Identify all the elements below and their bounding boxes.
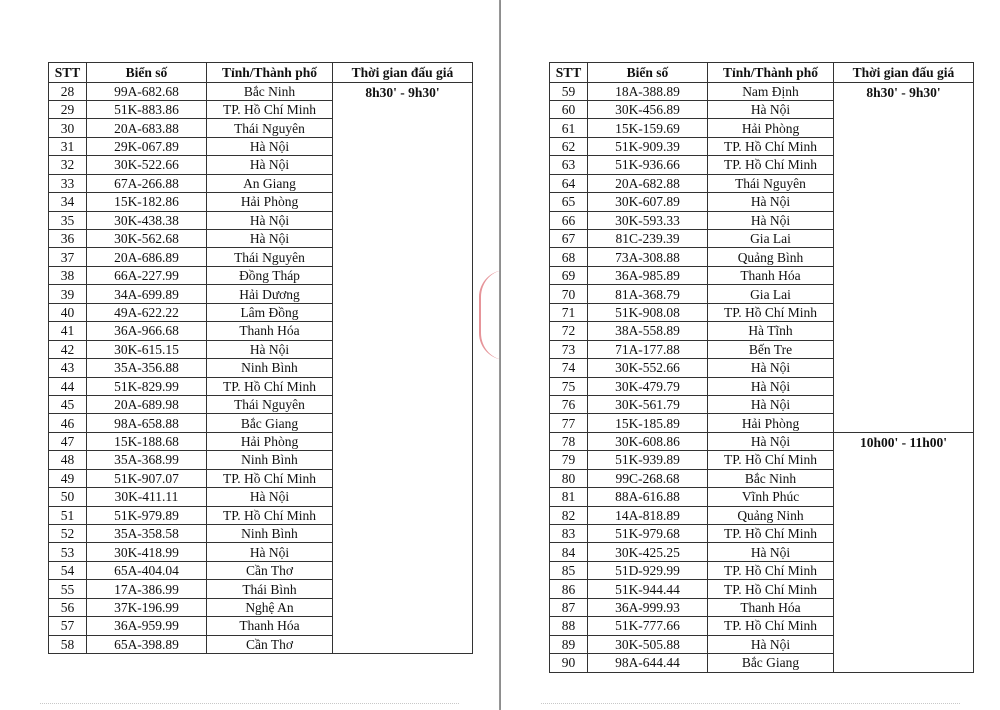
cell-plate: 15K-182.86 [87,193,207,211]
cell-auction-time [333,82,473,654]
cell-province: Hà Nội [708,543,834,561]
cell-plate: 30K-522.66 [87,156,207,174]
cell-plate: 71A-177.88 [588,340,708,358]
cell-plate: 51K-777.66 [588,617,708,635]
cell-province: Bắc Giang [708,654,834,672]
cell-plate: 51K-909.39 [588,137,708,155]
cell-province: Vĩnh Phúc [708,488,834,506]
cell-stt: 40 [49,303,87,321]
cell-province: TP. Hồ Chí Minh [708,617,834,635]
cell-stt: 84 [550,543,588,561]
cell-stt: 71 [550,303,588,321]
cell-province: Đồng Tháp [207,266,333,284]
cell-plate: 51K-829.99 [87,377,207,395]
cell-province: Thanh Hóa [207,617,333,635]
table-row [550,82,974,100]
cell-province: Hà Nội [708,359,834,377]
cell-province: Hà Nội [708,635,834,653]
cell-stt: 30 [49,119,87,137]
cell-province: Hà Nội [207,156,333,174]
cell-plate: 18A-388.89 [588,82,708,100]
cell-plate: 51K-944.44 [588,580,708,598]
table-body-left [49,82,473,654]
cell-province: Thái Bình [207,580,333,598]
cell-stt: 89 [550,635,588,653]
auction-time-label: 10h00' - 11h00' [859,434,948,450]
cell-stt: 39 [49,285,87,303]
cell-plate: 30K-479.79 [588,377,708,395]
cell-stt: 46 [49,414,87,432]
document-page-right [501,0,1000,710]
cell-plate: 30K-562.68 [87,230,207,248]
cell-province: Gia Lai [708,285,834,303]
cell-plate: 67A-266.88 [87,174,207,192]
header-stt: STT [550,63,588,83]
cell-auction-time [834,432,974,672]
cell-plate: 98A-658.88 [87,414,207,432]
cell-stt: 56 [49,598,87,616]
cell-plate: 36A-966.68 [87,322,207,340]
header-time: Thời gian đấu giá [333,63,473,83]
cell-province: Hà Nội [207,230,333,248]
cell-plate: 30K-425.25 [588,543,708,561]
cell-stt: 33 [49,174,87,192]
cell-stt: 79 [550,451,588,469]
cell-stt: 53 [49,543,87,561]
cell-plate: 51K-908.08 [588,303,708,321]
cell-province: Nghệ An [207,598,333,616]
cell-stt: 68 [550,248,588,266]
cell-province: Gia Lai [708,230,834,248]
cell-stt: 57 [49,617,87,635]
cell-stt: 38 [49,266,87,284]
cell-province: Lâm Đồng [207,303,333,321]
cell-province: TP. Hồ Chí Minh [708,303,834,321]
cell-province: Bắc Ninh [207,82,333,100]
cell-province: Thái Nguyên [207,248,333,266]
cell-stt: 67 [550,230,588,248]
cell-province: Thái Nguyên [207,119,333,137]
auction-time-label: 8h30' - 9h30' [365,84,440,100]
cell-stt: 45 [49,395,87,413]
cell-province: Bến Tre [708,340,834,358]
cell-province: TP. Hồ Chí Minh [207,100,333,118]
cell-province: Hà Nội [207,211,333,229]
cell-stt: 66 [550,211,588,229]
cell-stt: 73 [550,340,588,358]
cell-province: Thanh Hóa [708,598,834,616]
cell-stt: 80 [550,469,588,487]
cell-province: Hải Phòng [207,193,333,211]
cell-plate: 30K-438.38 [87,211,207,229]
cell-plate: 30K-552.66 [588,359,708,377]
cell-province: Thái Nguyên [708,174,834,192]
cell-stt: 88 [550,617,588,635]
cell-plate: 36A-959.99 [87,617,207,635]
table-row [550,432,974,450]
cell-stt: 60 [550,100,588,118]
cell-province: Hà Nội [708,193,834,211]
cell-stt: 65 [550,193,588,211]
cell-province: Bắc Ninh [708,469,834,487]
cell-province: Hà Nội [708,211,834,229]
cell-plate: 30K-411.11 [87,488,207,506]
cell-stt: 47 [49,432,87,450]
cell-plate: 30K-615.15 [87,340,207,358]
cell-stt: 69 [550,266,588,284]
cell-province: Ninh Bình [207,451,333,469]
cell-stt: 64 [550,174,588,192]
cell-stt: 55 [49,580,87,598]
cell-stt: 82 [550,506,588,524]
cell-stt: 29 [49,100,87,118]
cell-stt: 75 [550,377,588,395]
cell-plate: 29K-067.89 [87,137,207,155]
cell-plate: 15K-159.69 [588,119,708,137]
cell-province: Hà Nội [708,432,834,450]
cell-stt: 70 [550,285,588,303]
header-province: Tỉnh/Thành phố [708,63,834,83]
cell-province: TP. Hồ Chí Minh [708,156,834,174]
cell-province: Quảng Ninh [708,506,834,524]
cell-plate: 20A-683.88 [87,119,207,137]
cell-plate: 35A-358.58 [87,525,207,543]
cell-stt: 81 [550,488,588,506]
cell-plate: 20A-682.88 [588,174,708,192]
document-page-left [0,0,499,710]
cell-plate: 38A-558.89 [588,322,708,340]
cell-stt: 35 [49,211,87,229]
cell-plate: 66A-227.99 [87,266,207,284]
cell-plate: 30K-418.99 [87,543,207,561]
cell-plate: 49A-622.22 [87,303,207,321]
cell-stt: 61 [550,119,588,137]
cell-stt: 86 [550,580,588,598]
cell-plate: 99C-268.68 [588,469,708,487]
cell-stt: 85 [550,561,588,579]
cell-province: An Giang [207,174,333,192]
cell-province: Hà Nội [708,395,834,413]
cell-stt: 51 [49,506,87,524]
cell-plate: 73A-308.88 [588,248,708,266]
cell-plate: 98A-644.44 [588,654,708,672]
cell-province: Hà Nội [207,340,333,358]
header-plate: Biển số [87,63,207,83]
cell-plate: 30K-608.86 [588,432,708,450]
cell-province: Hà Nội [708,377,834,395]
cell-plate: 34A-699.89 [87,285,207,303]
auction-table-right [549,62,974,673]
cell-province: TP. Hồ Chí Minh [207,469,333,487]
cell-plate: 36A-985.89 [588,266,708,284]
cell-plate: 81C-239.39 [588,230,708,248]
page-footer [541,703,960,708]
cell-plate: 51K-936.66 [588,156,708,174]
cell-province: Hà Tĩnh [708,322,834,340]
cell-plate: 30K-456.89 [588,100,708,118]
cell-province: Thanh Hóa [708,266,834,284]
cell-plate: 51K-979.89 [87,506,207,524]
cell-stt: 78 [550,432,588,450]
cell-plate: 30K-593.33 [588,211,708,229]
cell-province: Hải Phòng [708,414,834,432]
cell-plate: 36A-999.93 [588,598,708,616]
cell-plate: 35A-368.99 [87,451,207,469]
header-province: Tỉnh/Thành phố [207,63,333,83]
cell-province: Hải Phòng [708,119,834,137]
cell-province: TP. Hồ Chí Minh [207,377,333,395]
cell-province: Hà Nội [207,543,333,561]
cell-stt: 90 [550,654,588,672]
cell-province: TP. Hồ Chí Minh [708,525,834,543]
cell-plate: 35A-356.88 [87,359,207,377]
cell-plate: 65A-404.04 [87,561,207,579]
cell-stt: 44 [49,377,87,395]
cell-province: TP. Hồ Chí Minh [708,561,834,579]
cell-province: Cần Thơ [207,561,333,579]
cell-province: Ninh Bình [207,359,333,377]
cell-stt: 52 [49,525,87,543]
cell-province: Ninh Bình [207,525,333,543]
cell-plate: 20A-686.89 [87,248,207,266]
cell-stt: 74 [550,359,588,377]
cell-stt: 48 [49,451,87,469]
cell-province: Quảng Bình [708,248,834,266]
cell-province: Hà Nội [207,488,333,506]
cell-auction-time [834,82,974,432]
cell-stt: 83 [550,525,588,543]
cell-stt: 63 [550,156,588,174]
cell-province: Hà Nội [708,100,834,118]
cell-stt: 87 [550,598,588,616]
cell-plate: 65A-398.89 [87,635,207,653]
cell-stt: 58 [49,635,87,653]
cell-plate: 51K-939.89 [588,451,708,469]
cell-plate: 20A-689.98 [87,395,207,413]
cell-plate: 15K-185.89 [588,414,708,432]
cell-stt: 32 [49,156,87,174]
header-stt: STT [49,63,87,83]
cell-province: Hà Nội [207,137,333,155]
cell-province: Hải Phòng [207,432,333,450]
cell-stt: 77 [550,414,588,432]
cell-province: Thái Nguyên [207,395,333,413]
cell-plate: 51K-979.68 [588,525,708,543]
cell-plate: 17A-386.99 [87,580,207,598]
cell-plate: 88A-616.88 [588,488,708,506]
cell-stt: 36 [49,230,87,248]
cell-stt: 34 [49,193,87,211]
cell-province: TP. Hồ Chí Minh [708,451,834,469]
cell-plate: 14A-818.89 [588,506,708,524]
cell-stt: 62 [550,137,588,155]
cell-plate: 51K-883.86 [87,100,207,118]
cell-plate: 51K-907.07 [87,469,207,487]
cell-plate: 30K-561.79 [588,395,708,413]
cell-stt: 37 [49,248,87,266]
cell-stt: 54 [49,561,87,579]
cell-plate: 15K-188.68 [87,432,207,450]
table-row [49,82,473,100]
table-header-row [550,63,974,83]
cell-province: TP. Hồ Chí Minh [708,137,834,155]
cell-stt: 72 [550,322,588,340]
cell-plate: 81A-368.79 [588,285,708,303]
cell-stt: 28 [49,82,87,100]
cell-plate: 99A-682.68 [87,82,207,100]
cell-stt: 42 [49,340,87,358]
cell-stt: 76 [550,395,588,413]
cell-province: Hải Dương [207,285,333,303]
cell-stt: 49 [49,469,87,487]
cell-province: Thanh Hóa [207,322,333,340]
header-plate: Biển số [588,63,708,83]
cell-province: Bắc Giang [207,414,333,432]
cell-plate: 37K-196.99 [87,598,207,616]
cell-plate: 51D-929.99 [588,561,708,579]
cell-province: Cần Thơ [207,635,333,653]
cell-stt: 59 [550,82,588,100]
cell-province: TP. Hồ Chí Minh [207,506,333,524]
auction-time-label: 8h30' - 9h30' [866,84,941,100]
cell-province: TP. Hồ Chí Minh [708,580,834,598]
table-header-row [49,63,473,83]
cell-stt: 41 [49,322,87,340]
cell-stt: 31 [49,137,87,155]
page-footer [40,703,459,708]
cell-province: Nam Định [708,82,834,100]
cell-plate: 30K-607.89 [588,193,708,211]
cell-stt: 50 [49,488,87,506]
auction-table-left [48,62,473,654]
cell-plate: 30K-505.88 [588,635,708,653]
table-body-right [550,82,974,672]
header-time: Thời gian đấu giá [834,63,974,83]
cell-stt: 43 [49,359,87,377]
